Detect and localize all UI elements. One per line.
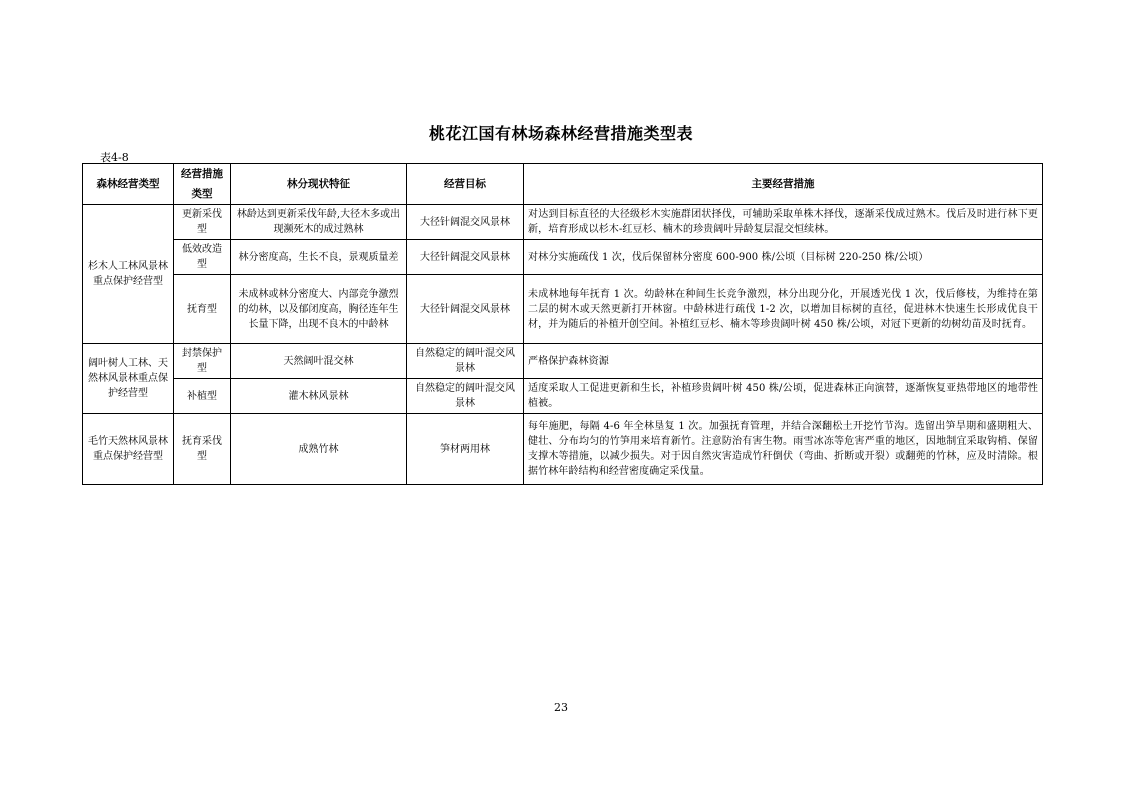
table-row [83, 240, 1043, 275]
measure-type-cell: 更新采伐型 [174, 205, 231, 240]
measures-cell: 对林分实施疏伐 1 次，伐后保留林分密度 600-900 株/公顷（目标树 220-250 株/公顷） [524, 240, 1043, 275]
page-number: 23 [554, 701, 568, 714]
goal-cell: 自然稳定的阔叶混交风景林 [407, 344, 524, 379]
goal-cell: 大径针阔混交风景林 [407, 205, 524, 240]
measures-cell: 每年施肥，每隔 4-6 年全林垦复 1 次。加强抚育管理，并结合深翻松土开挖竹节沟。选留出笋旱期和盛期粗大、健壮、分布均匀的竹笋用来培育新竹。注意防治有害生物。雨雪冰冻等危害严重的地区，因地制宜采取钩梢、保留支撑木等措施，以减少损失。对于因自然灾害造成竹秆倒伏（弯曲、折断或开裂）或翻蔸的竹林，应及时清除。根据竹林年龄结构和经营密度确定采伐量。 [524, 414, 1043, 485]
header-current-status: 林分现状特征 [231, 164, 407, 205]
header-measures: 主要经营措施 [524, 164, 1043, 205]
forest-management-table [82, 163, 1043, 485]
measure-type-cell: 抚育型 [174, 275, 231, 344]
header-row [83, 164, 1043, 205]
measure-type-cell: 抚育采伐型 [174, 414, 231, 485]
measures-cell: 对达到目标直径的大径级杉木实施群团状择伐，可辅助采取单株木择伐，逐渐采伐成过熟木。伐后及时进行林下更新，培育形成以杉木-红豆杉、楠木的珍贵阔叶异龄复层混交恒续林。 [524, 205, 1043, 240]
goal-cell: 自然稳定的阔叶混交风景林 [407, 379, 524, 414]
measures-cell: 未成林地每年抚育 1 次。幼龄林在种间生长竞争激烈，林分出现分化，开展透光伐 1 次，伐后修枝，为维持在第二层的树木或天然更新打开林窗。中龄林进行疏伐 1-2 次，以增加目标树的直径，促进林木快速生长形成优良干材，并为随后的补植开创空间。补植红豆杉、楠木等珍贵阔叶树 450 株/公顷，对冠下更新的幼树幼苗及时抚育。 [524, 275, 1043, 344]
current-status-cell: 未成林或林分密度大、内部竞争激烈的幼林，以及郁闭度高，胸径连年生长量下降，出现不良木的中龄林 [231, 275, 407, 344]
forest-type-cell: 阔叶树人工林、天然林风景林重点保护经营型 [83, 344, 174, 414]
page-title: 桃花江国有林场森林经营措施类型表 [428, 124, 693, 143]
header-forest-type: 森林经营类型 [83, 164, 174, 205]
forest-type-cell: 杉木人工林风景林重点保护经营型 [83, 205, 174, 344]
goal-cell: 笋材两用林 [407, 414, 524, 485]
header-goal: 经营目标 [407, 164, 524, 205]
measure-type-cell: 封禁保护型 [174, 344, 231, 379]
current-status-cell: 林分密度高，生长不良，景观质量差 [231, 240, 407, 275]
current-status-cell: 灌木林风景林 [231, 379, 407, 414]
table-row [83, 414, 1043, 485]
table-row [83, 205, 1043, 240]
current-status-cell: 林龄达到更新采伐年龄,大径木多或出现濒死木的成过熟林 [231, 205, 407, 240]
measure-type-cell: 补植型 [174, 379, 231, 414]
measure-type-cell: 低效改造型 [174, 240, 231, 275]
current-status-cell: 成熟竹林 [231, 414, 407, 485]
table-row [83, 275, 1043, 344]
current-status-cell: 天然阔叶混交林 [231, 344, 407, 379]
header-measure-type: 经营措施类型 [174, 164, 231, 205]
measures-cell: 适度采取人工促进更新和生长，补植珍贵阔叶树 450 株/公顷，促进森林正向演替，逐渐恢复亚热带地区的地带性植被。 [524, 379, 1043, 414]
table-row [83, 379, 1043, 414]
forest-type-cell: 毛竹天然林风景林重点保护经营型 [83, 414, 174, 485]
goal-cell: 大径针阔混交风景林 [407, 240, 524, 275]
table-number: 表4-8 [100, 151, 129, 164]
table-row [83, 344, 1043, 379]
goal-cell: 大径针阔混交风景林 [407, 275, 524, 344]
measures-cell: 严格保护森林资源 [524, 344, 1043, 379]
